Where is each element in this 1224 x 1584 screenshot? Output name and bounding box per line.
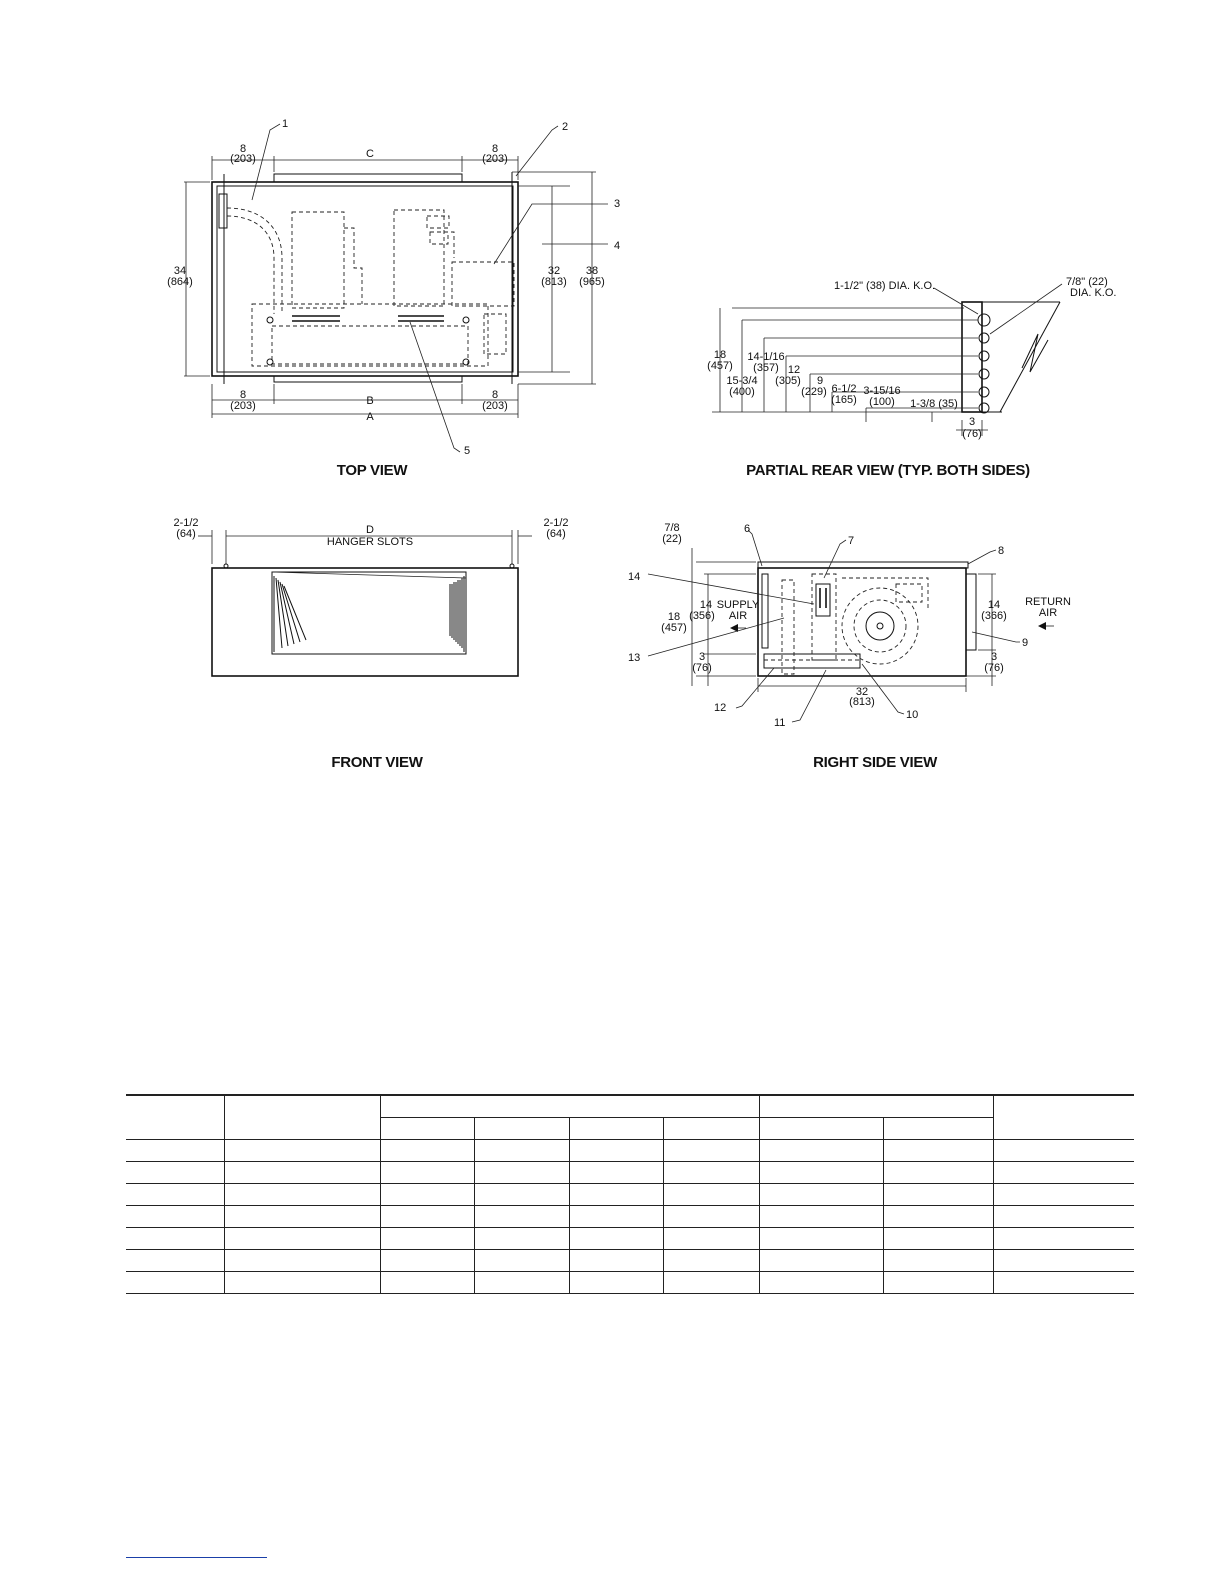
front-view	[173, 517, 568, 771]
side-r3: 3	[990, 651, 998, 663]
footnote-rule	[126, 1557, 267, 1558]
rear-d15: 15-3/4	[726, 375, 758, 387]
rear-ko-small-2: DIA. K.O.	[1070, 287, 1117, 299]
callout-1: 1	[282, 118, 289, 130]
side-supply-2: AIR	[728, 610, 748, 622]
top-view-flange	[274, 174, 462, 182]
side-w32: 32	[855, 686, 869, 698]
top-depth-32-mm: (813)	[541, 276, 567, 288]
top-bottom-left-8-mm: (203)	[230, 400, 256, 412]
table-header-cell	[759, 1118, 883, 1140]
table-header-cell	[883, 1118, 993, 1140]
rear-d9: 9	[816, 375, 824, 387]
spec-table	[126, 1094, 1134, 1294]
table-row	[126, 1228, 1134, 1250]
side-view	[628, 522, 1071, 771]
callout-11: 11	[774, 717, 786, 729]
rear-d12-mm: (305)	[775, 375, 801, 387]
side-r14: 14	[987, 599, 1001, 611]
side-supply-1: SUPPLY	[716, 599, 760, 611]
rear-ko-large: 1-1/2" (38) DIA. K.O.	[834, 280, 936, 292]
side-top: 7/8	[664, 522, 680, 534]
callout-12: 12	[714, 702, 727, 714]
side-w32-mm: (813)	[849, 696, 875, 708]
table-header-cell	[569, 1118, 663, 1140]
side-h14-mm: (356)	[689, 610, 715, 622]
callout-5: 5	[464, 445, 471, 457]
front-view-cabinet	[212, 568, 518, 676]
callout-3: 3	[614, 198, 621, 210]
callout-10: 10	[906, 709, 919, 721]
callout-13: 13	[628, 652, 641, 664]
return-arrow-icon	[1038, 622, 1046, 630]
rear-d9-mm: (229)	[801, 386, 827, 398]
callout-2: 2	[562, 121, 569, 133]
top-depth-32: 32	[547, 265, 561, 277]
top-dim-a: A	[366, 411, 374, 423]
table-row	[126, 1250, 1134, 1272]
side-h14: 14	[699, 599, 713, 611]
knockout-large	[978, 314, 990, 326]
side-r14-mm: (366)	[981, 610, 1007, 622]
top-depth-34: 34	[173, 265, 187, 277]
rear-d15-mm: (400)	[729, 386, 755, 398]
table-header-cell	[380, 1118, 474, 1140]
top-dim-b: B	[366, 395, 374, 407]
table-header-cell	[993, 1095, 1134, 1140]
rear-d14-mm: (357)	[753, 362, 779, 374]
top-view	[167, 118, 620, 479]
side-h18-mm: (457)	[661, 622, 687, 634]
top-right-8: 8	[491, 143, 499, 155]
side-view-caption: RIGHT SIDE VIEW	[813, 754, 937, 771]
table-row	[126, 1184, 1134, 1206]
rear-d6: 6-1/2	[831, 383, 857, 395]
table-header-row	[126, 1095, 1134, 1118]
table-header-cell	[759, 1095, 993, 1118]
rear-d1: 1-3/8 (35)	[910, 398, 958, 410]
side-b3: 3	[698, 651, 706, 663]
front-view-caption: FRONT VIEW	[331, 754, 423, 771]
rear-d18: 18	[713, 349, 727, 361]
side-b3-mm: (76)	[692, 662, 712, 674]
top-right-8-mm: (203)	[482, 153, 508, 165]
callout-14: 14	[628, 571, 641, 583]
table-row	[126, 1206, 1134, 1228]
dimension-drawing	[167, 108, 1124, 778]
top-bottom-right-8: 8	[491, 389, 499, 401]
rear-d6-mm: (165)	[831, 394, 857, 406]
rear-view-caption: PARTIAL REAR VIEW (TYP. BOTH SIDES)	[746, 462, 1030, 479]
callout-9: 9	[1022, 637, 1029, 649]
callout-8: 8	[998, 545, 1005, 557]
callout-4: 4	[614, 240, 621, 252]
front-slots: HANGER SLOTS	[326, 536, 414, 548]
top-view-cabinet	[212, 182, 518, 376]
rear-view	[707, 276, 1116, 479]
top-left-8-mm: (203)	[230, 153, 256, 165]
front-right-mm: (64)	[546, 528, 566, 540]
front-right: 2-1/2	[543, 517, 569, 529]
top-view-caption: TOP VIEW	[336, 462, 408, 479]
front-left: 2-1/2	[173, 517, 199, 529]
top-bottom-right-8-mm: (203)	[482, 400, 508, 412]
table-header-cell	[474, 1118, 569, 1140]
table-row	[126, 1162, 1134, 1184]
top-bottom-left-8: 8	[239, 389, 247, 401]
rear-d3-mm: (100)	[869, 396, 895, 408]
side-r3-mm: (76)	[984, 662, 1004, 674]
blower-wheel	[842, 588, 918, 664]
table-header-cell	[126, 1095, 224, 1140]
side-h18: 18	[667, 611, 681, 623]
rear-w3-mm: (76)	[962, 428, 982, 440]
side-return-1: RETURN	[1025, 596, 1071, 608]
side-top-mm: (22)	[662, 533, 682, 545]
top-depth-38-mm: (965)	[579, 276, 605, 288]
table-row	[126, 1140, 1134, 1162]
rear-d14: 14-1/16	[747, 351, 785, 363]
top-depth-38: 38	[585, 265, 599, 277]
front-dim-d: D	[366, 524, 374, 536]
top-left-8: 8	[239, 143, 247, 155]
table-row	[126, 1272, 1134, 1294]
callout-7: 7	[848, 535, 855, 547]
rear-d18-mm: (457)	[707, 360, 733, 372]
rear-d12: 12	[787, 364, 801, 376]
side-return-2: AIR	[1038, 607, 1058, 619]
table-header-cell	[663, 1118, 759, 1140]
rear-w3: 3	[968, 416, 976, 428]
rear-ko-small-1: 7/8" (22)	[1066, 276, 1108, 288]
rear-d3: 3-15/16	[863, 385, 901, 397]
table-header-cell	[380, 1095, 759, 1118]
callout-6: 6	[744, 523, 751, 535]
front-left-mm: (64)	[176, 528, 196, 540]
table-header-cell	[224, 1095, 380, 1140]
top-depth-34-mm: (864)	[167, 276, 193, 288]
top-dim-c: C	[366, 148, 374, 160]
